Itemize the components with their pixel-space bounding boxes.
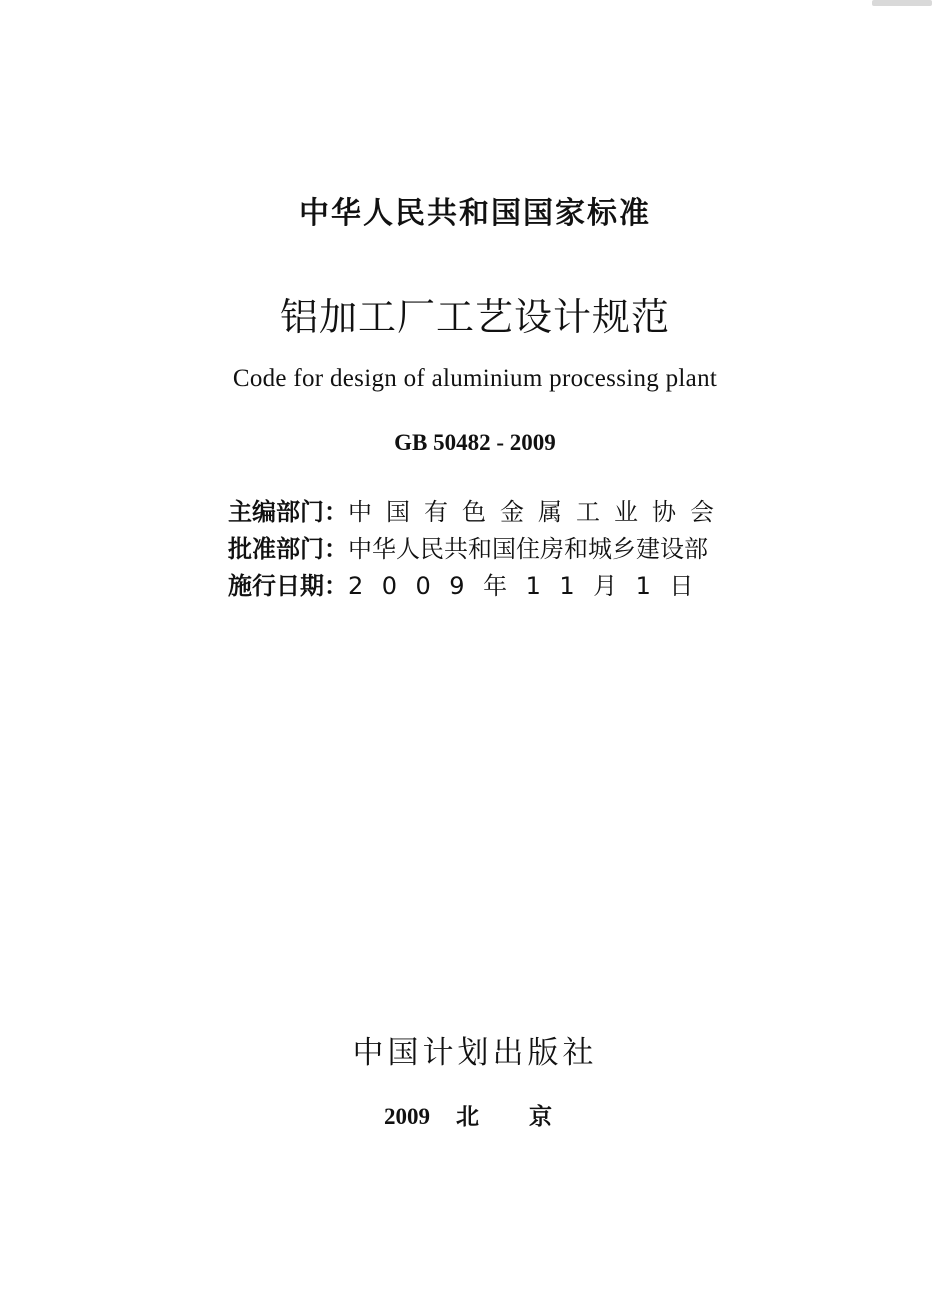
info-label-effective-date: 施行日期： — [228, 572, 348, 600]
info-row-approver — [228, 529, 728, 566]
info-row-effective-date — [228, 566, 728, 603]
info-label-editor: 主编部门： — [228, 498, 348, 526]
publication-city: 北京 — [456, 1104, 602, 1130]
scan-corner-mark — [872, 0, 932, 6]
document-title-chinese: 铝加工厂工艺设计规范 — [279, 295, 670, 339]
info-value-effective-date: 2009年11月1日 — [348, 572, 712, 600]
publication-year: 2009 — [384, 1104, 430, 1129]
info-label-approver: 批准部门： — [228, 535, 348, 563]
standard-info-block — [228, 492, 728, 603]
publication-place-year — [384, 1098, 602, 1131]
info-value-approver: 中华人民共和国住房和城乡建设部 — [348, 535, 708, 563]
info-row-editor — [228, 492, 728, 529]
document-title-english: Code for design of aluminium processing plant — [232, 365, 718, 392]
info-value-editor: 中国有色金属工业协会 — [348, 498, 728, 526]
publisher-name: 中国计划出版社 — [352, 1035, 598, 1071]
standard-code: GB 50482 - 2009 — [394, 430, 556, 455]
national-standard-heading: 中华人民共和国国家标准 — [299, 196, 651, 231]
